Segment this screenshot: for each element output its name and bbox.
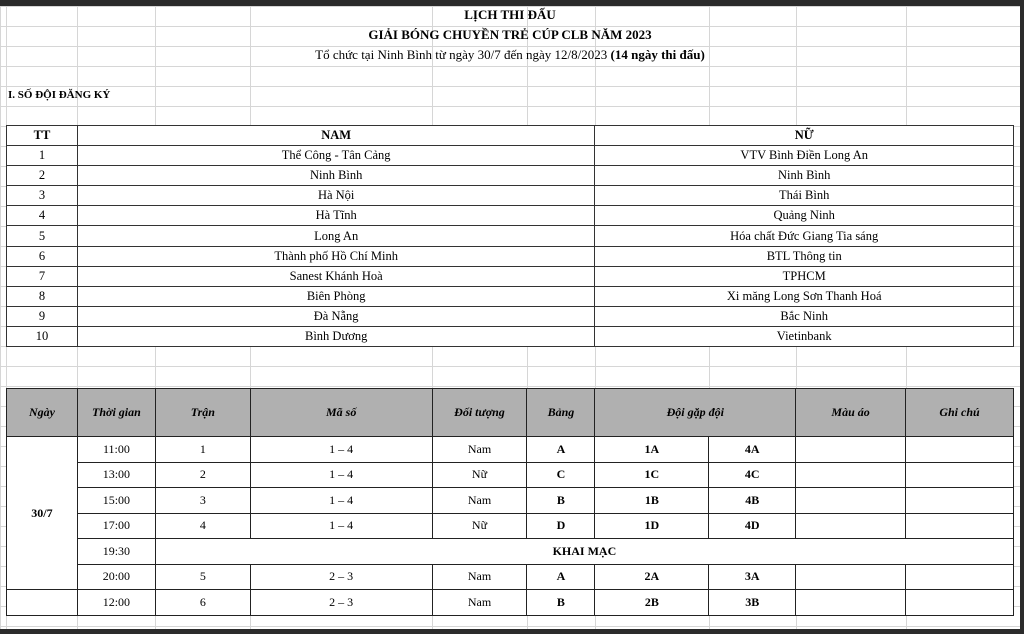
group-cell: C bbox=[527, 462, 595, 488]
team-women: Quảng Ninh bbox=[595, 206, 1014, 226]
time-cell: 20:00 bbox=[77, 564, 155, 590]
team-number: 3 bbox=[7, 186, 78, 206]
group-cell: D bbox=[527, 513, 595, 539]
col-bang: Bảng bbox=[527, 389, 595, 437]
gender-cell: Nam bbox=[432, 564, 527, 590]
gender-cell: Nam bbox=[432, 488, 527, 514]
shirt-color-cell bbox=[796, 590, 906, 616]
teams-table bbox=[6, 125, 1014, 347]
gender-cell: Nữ bbox=[432, 513, 527, 539]
team-women: Xi măng Long Sơn Thanh Hoá bbox=[595, 286, 1014, 306]
team-row bbox=[7, 266, 1014, 286]
code-cell: 2 – 3 bbox=[250, 590, 432, 616]
gender-cell: Nam bbox=[432, 590, 527, 616]
team-row bbox=[7, 286, 1014, 306]
teams-header-row bbox=[7, 126, 1014, 146]
note-cell bbox=[906, 564, 1014, 590]
team-number: 2 bbox=[7, 166, 78, 186]
team-men: Ninh Bình bbox=[77, 166, 594, 186]
group-cell: B bbox=[527, 488, 595, 514]
col-doigapdoi: Đội gặp đội bbox=[595, 389, 796, 437]
col-tran: Trận bbox=[155, 389, 250, 437]
schedule-row bbox=[7, 539, 1014, 565]
team2-cell: 4D bbox=[709, 513, 796, 539]
team-row bbox=[7, 226, 1014, 246]
team1-cell: 1A bbox=[595, 437, 709, 463]
team-number: 6 bbox=[7, 246, 78, 266]
team2-cell: 3A bbox=[709, 564, 796, 590]
team-number: 5 bbox=[7, 226, 78, 246]
team2-cell: 3B bbox=[709, 590, 796, 616]
time-cell: 15:00 bbox=[77, 488, 155, 514]
team1-cell: 2B bbox=[595, 590, 709, 616]
code-cell: 1 – 4 bbox=[250, 513, 432, 539]
group-cell: B bbox=[527, 590, 595, 616]
team-row bbox=[7, 206, 1014, 226]
date-cell: 30/7 bbox=[7, 437, 78, 590]
time-cell: 17:00 bbox=[77, 513, 155, 539]
team-number: 9 bbox=[7, 306, 78, 326]
team-men: Đà Nẵng bbox=[77, 306, 594, 326]
match-cell: 1 bbox=[155, 437, 250, 463]
col-nu: NỮ bbox=[595, 126, 1014, 146]
team-row bbox=[7, 146, 1014, 166]
note-cell bbox=[906, 488, 1014, 514]
shirt-color-cell bbox=[796, 462, 906, 488]
team-number: 7 bbox=[7, 266, 78, 286]
team-men: Long An bbox=[77, 226, 594, 246]
schedule-row bbox=[7, 590, 1014, 616]
team1-cell: 1C bbox=[595, 462, 709, 488]
schedule-body bbox=[7, 437, 1014, 616]
team-women: Bắc Ninh bbox=[595, 306, 1014, 326]
match-cell: 5 bbox=[155, 564, 250, 590]
info-days: (14 ngày thi đấu) bbox=[610, 47, 705, 62]
team-women: TPHCM bbox=[595, 266, 1014, 286]
team-number: 4 bbox=[7, 206, 78, 226]
window-edge bbox=[0, 0, 1024, 6]
team-men: Biên Phòng bbox=[77, 286, 594, 306]
schedule-row bbox=[7, 513, 1014, 539]
note-cell bbox=[906, 462, 1014, 488]
info-text: Tổ chức tại Ninh Bình từ ngày 30/7 đến ngày 12/8/2023 bbox=[315, 47, 611, 62]
ceremony-cell: KHAI MẠC bbox=[155, 539, 1013, 565]
tournament-info bbox=[0, 47, 1020, 63]
date-cell bbox=[7, 590, 78, 616]
code-cell: 1 – 4 bbox=[250, 488, 432, 514]
code-cell: 1 – 4 bbox=[250, 437, 432, 463]
page-title: LỊCH THI ĐẤU bbox=[464, 7, 556, 22]
col-ghichu: Ghi chú bbox=[906, 389, 1014, 437]
team2-cell: 4C bbox=[709, 462, 796, 488]
gender-cell: Nam bbox=[432, 437, 527, 463]
team-men: Bình Dương bbox=[77, 326, 594, 346]
time-cell: 19:30 bbox=[77, 539, 155, 565]
tournament-name: GIẢI BÓNG CHUYỀN TRẺ CÚP CLB NĂM 2023 bbox=[368, 27, 652, 42]
schedule-row bbox=[7, 564, 1014, 590]
col-thoigian: Thời gian bbox=[77, 389, 155, 437]
team1-cell: 1D bbox=[595, 513, 709, 539]
team-men: Sanest Khánh Hoà bbox=[77, 266, 594, 286]
note-cell bbox=[906, 590, 1014, 616]
team-row bbox=[7, 326, 1014, 346]
time-cell: 11:00 bbox=[77, 437, 155, 463]
time-cell: 12:00 bbox=[77, 590, 155, 616]
col-doituong: Đối tượng bbox=[432, 389, 527, 437]
team1-cell: 2A bbox=[595, 564, 709, 590]
schedule-row bbox=[7, 462, 1014, 488]
code-cell: 2 – 3 bbox=[250, 564, 432, 590]
team-row bbox=[7, 186, 1014, 206]
section-label: I. SỐ ĐỘI ĐĂNG KÝ bbox=[8, 89, 111, 101]
team-row bbox=[7, 246, 1014, 266]
group-cell: A bbox=[527, 437, 595, 463]
team-women: Thái Bình bbox=[595, 186, 1014, 206]
team-men: Thành phố Hồ Chí Minh bbox=[77, 246, 594, 266]
team-number: 10 bbox=[7, 326, 78, 346]
note-cell bbox=[906, 513, 1014, 539]
team2-cell: 4A bbox=[709, 437, 796, 463]
team1-cell: 1B bbox=[595, 488, 709, 514]
team-men: Hà Tĩnh bbox=[77, 206, 594, 226]
team2-cell: 4B bbox=[709, 488, 796, 514]
team-row bbox=[7, 166, 1014, 186]
match-cell: 3 bbox=[155, 488, 250, 514]
shirt-color-cell bbox=[796, 513, 906, 539]
team-women: Vietinbank bbox=[595, 326, 1014, 346]
col-ngay: Ngày bbox=[7, 389, 78, 437]
team-women: VTV Bình Điền Long An bbox=[595, 146, 1014, 166]
gender-cell: Nữ bbox=[432, 462, 527, 488]
code-cell: 1 – 4 bbox=[250, 462, 432, 488]
match-cell: 2 bbox=[155, 462, 250, 488]
col-nam: NAM bbox=[77, 126, 594, 146]
team-women: Hóa chất Đức Giang Tia sáng bbox=[595, 226, 1014, 246]
team-men: Thể Công - Tân Cảng bbox=[77, 146, 594, 166]
shirt-color-cell bbox=[796, 437, 906, 463]
window-edge bbox=[0, 629, 1024, 634]
schedule-row bbox=[7, 488, 1014, 514]
note-cell bbox=[906, 437, 1014, 463]
team-number: 1 bbox=[7, 146, 78, 166]
col-mauao: Màu áo bbox=[796, 389, 906, 437]
team-women: BTL Thông tin bbox=[595, 246, 1014, 266]
group-cell: A bbox=[527, 564, 595, 590]
time-cell: 13:00 bbox=[77, 462, 155, 488]
match-cell: 6 bbox=[155, 590, 250, 616]
teams-body bbox=[7, 146, 1014, 347]
col-tt: TT bbox=[7, 126, 78, 146]
col-maso: Mã số bbox=[250, 389, 432, 437]
schedule-header-row bbox=[7, 389, 1014, 437]
shirt-color-cell bbox=[796, 488, 906, 514]
schedule-table bbox=[6, 388, 1014, 616]
team-men: Hà Nội bbox=[77, 186, 594, 206]
team-number: 8 bbox=[7, 286, 78, 306]
team-row bbox=[7, 306, 1014, 326]
match-cell: 4 bbox=[155, 513, 250, 539]
window-edge bbox=[1020, 0, 1024, 634]
shirt-color-cell bbox=[796, 564, 906, 590]
team-women: Ninh Bình bbox=[595, 166, 1014, 186]
schedule-row bbox=[7, 437, 1014, 463]
